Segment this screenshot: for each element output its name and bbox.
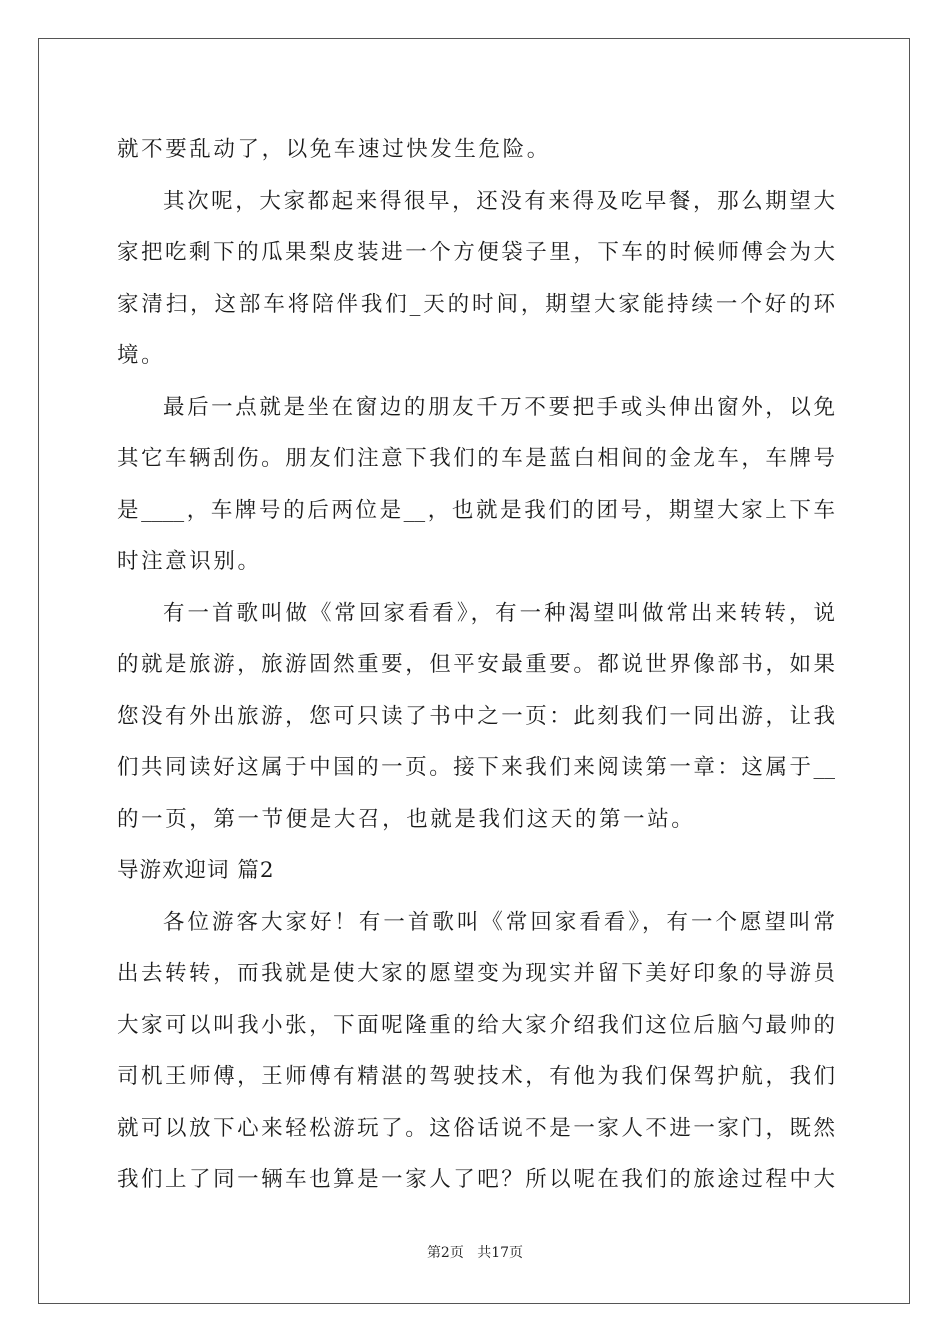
text-line: 们共同读好这属于中国的一页。接下来我们来阅读第一章：这属于__ (117, 755, 835, 780)
text-line: 的一页，第一节便是大召，也就是我们这天的第一站。 (117, 806, 696, 832)
text-line: 大家可以叫我小张，下面呢隆重的给大家介绍我们这位后脑勺最帅的 (117, 1012, 835, 1038)
page-number: 第2页 (426, 1245, 464, 1261)
page-total: 共17页 (477, 1245, 524, 1261)
text-line: 司机王师傅，王师傅有精湛的驾驶技术，有他为我们保驾护航，我们 (117, 1064, 835, 1089)
text-line: 是____，车牌号的后两位是__，也就是我们的团号，期望大家上下车 (117, 497, 835, 523)
text-line: 各位游客大家好！有一首歌叫《常回家看看》，有一个愿望叫常 (163, 909, 835, 935)
page-footer (0, 1242, 950, 1262)
section-heading: 导游欢迎词 篇2 (117, 858, 275, 883)
text-line: 时注意识别。 (117, 549, 262, 574)
text-line: 最后一点就是坐在窗边的朋友千万不要把手或头伸出窗外，以免 (163, 394, 835, 420)
text-line: 的就是旅游，旅游固然重要，但平安最重要。都说世界像部书，如果 (117, 652, 835, 677)
text-line: 有一首歌叫做《常回家看看》，有一种渴望叫做常出来转转，说 (163, 600, 835, 626)
text-line: 其它车辆刮伤。朋友们注意下我们的车是蓝白相间的金龙车，车牌号 (117, 446, 835, 471)
text-line: 就可以放下心来轻松游玩了。这俗话说不是一家人不进一家门，既然 (117, 1115, 835, 1141)
document-body (117, 124, 835, 1206)
text-line: 我们上了同一辆车也算是一家人了吧？所以呢在我们的旅途过程中大 (117, 1167, 835, 1192)
text-line: 境。 (117, 343, 166, 368)
text-line: 家清扫，这部车将陪伴我们_天的时间，期望大家能持续一个好的环 (117, 291, 835, 317)
text-line: 您没有外出旅游，您可只读了书中之一页：此刻我们一同出游，让我 (117, 703, 835, 729)
text-line: 出去转转，而我就是使大家的愿望变为现实并留下美好印象的导游员 (117, 961, 835, 986)
text-line: 其次呢，大家都起来得很早，还没有来得及吃早餐，那么期望大 (163, 188, 835, 214)
text-line: 家把吃剩下的瓜果梨皮装进一个方便袋子里，下车的时候师傅会为大 (117, 240, 835, 265)
text-line: 就不要乱动了，以免车速过快发生危险。 (117, 137, 551, 162)
